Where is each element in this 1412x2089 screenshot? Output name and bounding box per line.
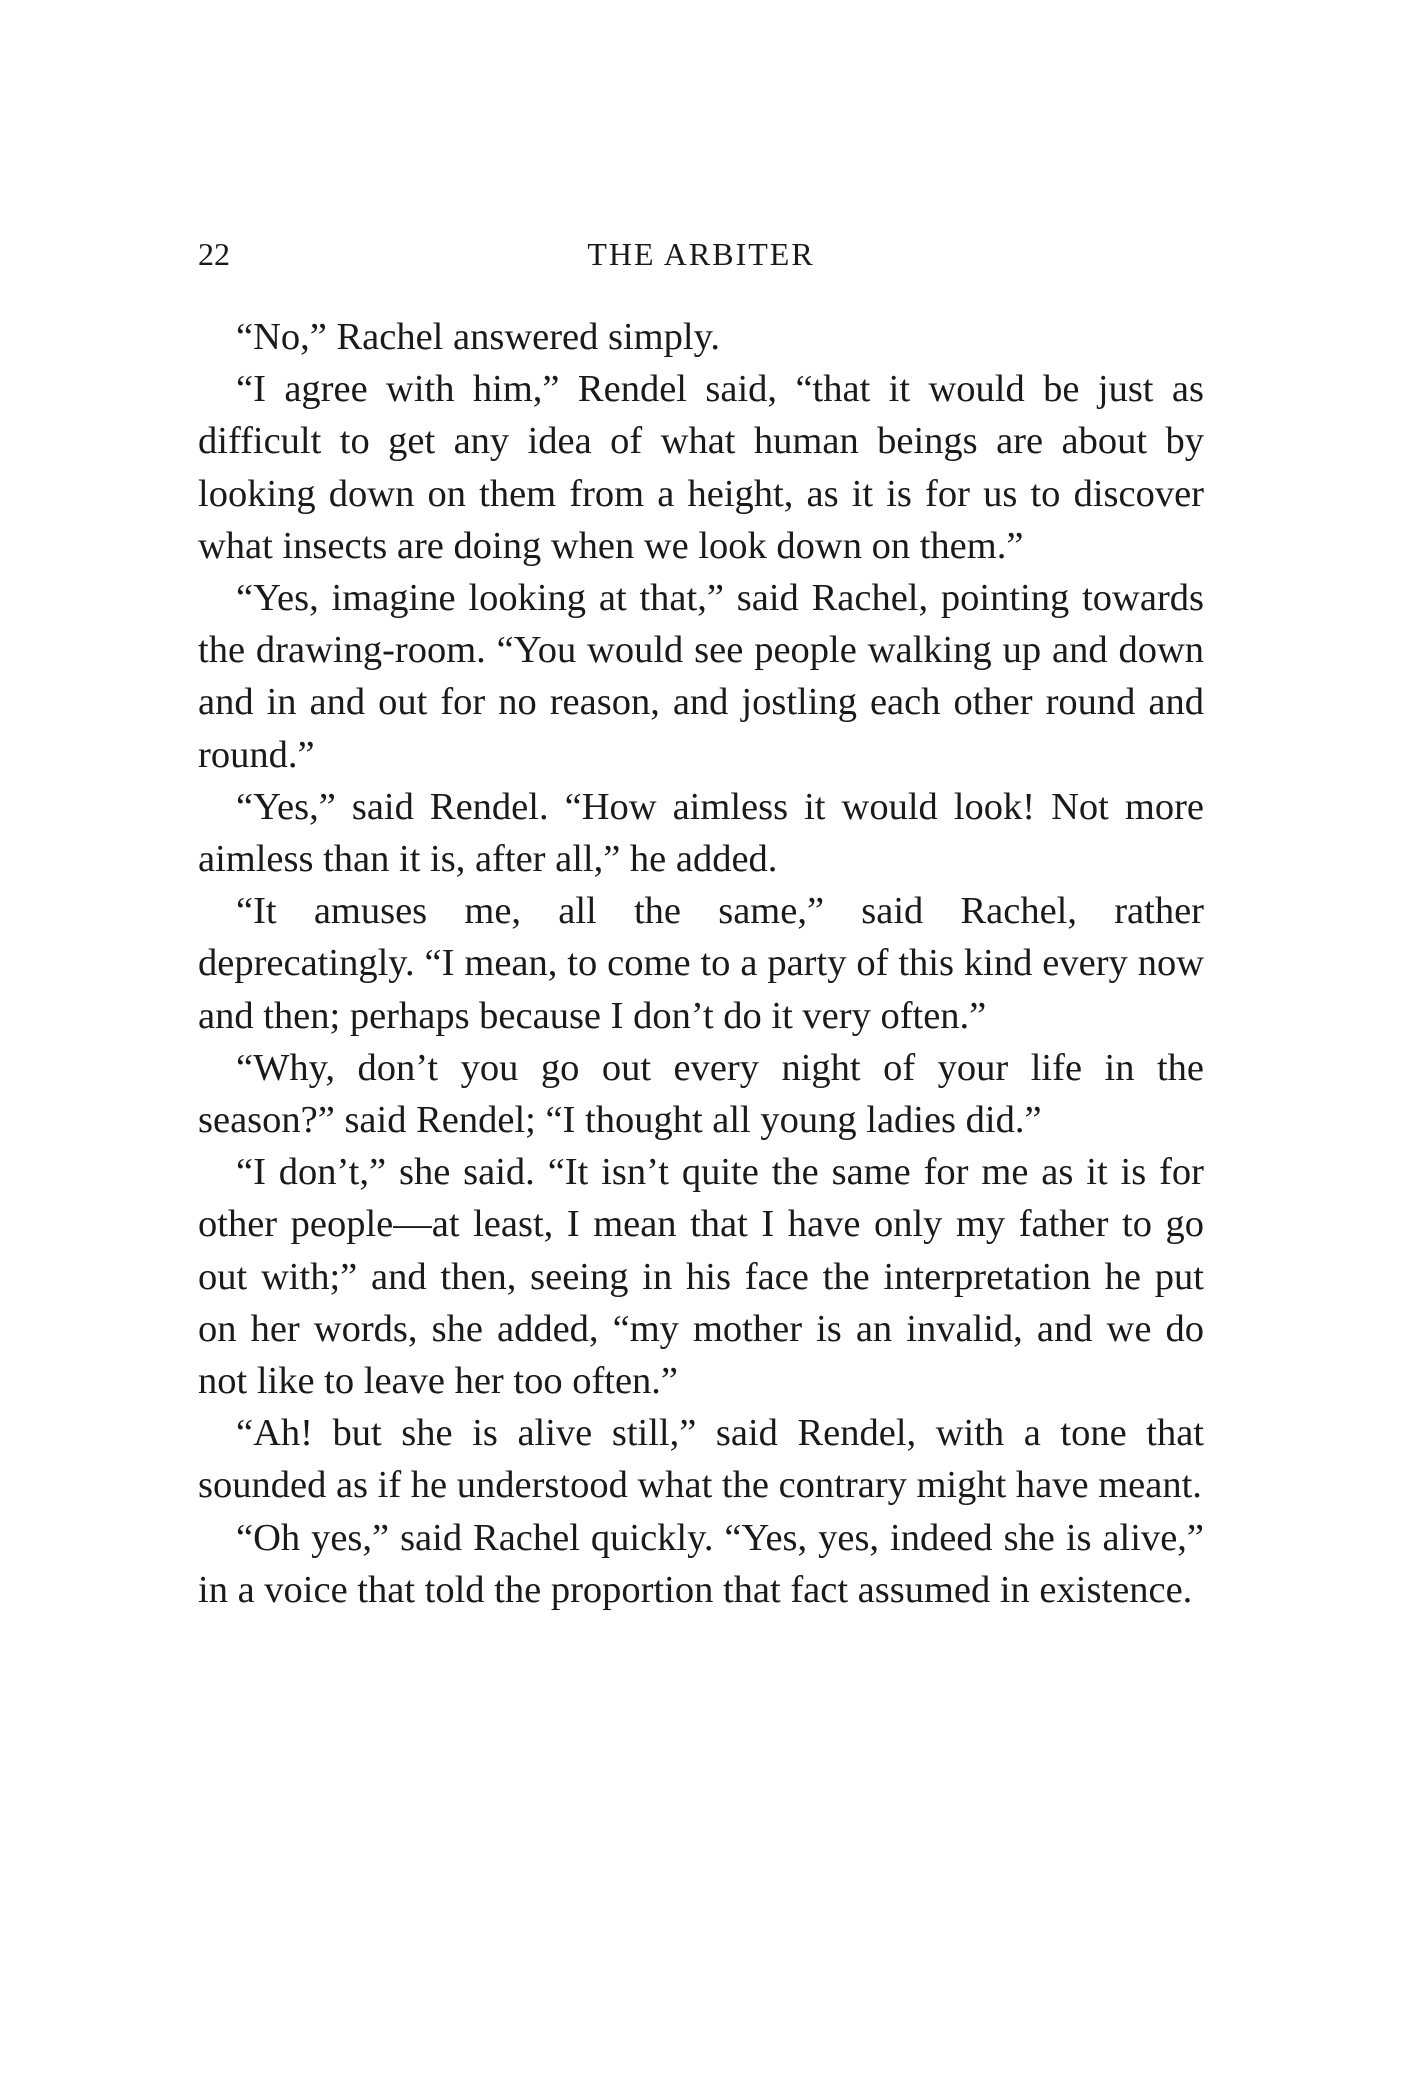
paragraph: “Ah! but she is alive still,” said Rendel, with a tone that sounded as if he understood what the contrary might have meant. <box>198 1412 1204 1507</box>
page-number: 22 <box>198 236 230 272</box>
running-title: THE ARBITER <box>587 236 815 272</box>
paragraph: “Oh yes,” said Rachel quickly. “Yes, yes, indeed she is alive,” in a voice that told the proportion that fact assumed in existence. <box>198 1516 1204 1611</box>
paragraph: “Why, don’t you go out every night of your life in the season?” said Rendel; “I thought all young ladies did.” <box>198 1046 1204 1142</box>
paragraph: “It amuses me, all the same,” said Rachel, rather deprecatingly. “I mean, to come to a party of this kind every now and then; perhaps because I don’t do it very often.” <box>198 890 1204 1037</box>
paragraph: “Yes,” said Rendel. “How aimless it would look! Not more aimless than it is, after all,” he added. <box>198 785 1204 881</box>
page-header <box>198 232 1204 276</box>
body-text <box>198 311 1204 1616</box>
paragraph: “I agree with him,” Rendel said, “that it would be just as difficult to get any idea of what human beings are about by looking down on them from a height, as it is for us to discover what insects are doing when we look down on them.” <box>198 368 1204 567</box>
paragraph: “No,” Rachel answered simply. <box>236 316 720 358</box>
paragraph: “Yes, imagine looking at that,” said Rachel, pointing towards the drawing-room. “You would see people walking up and down and in and out for no reason, and jostling each other round and round.” <box>198 577 1204 776</box>
paragraph: “I don’t,” she said. “It isn’t quite the same for me as it is for other people—at least, I mean that I have only my father to go out with;” and then, seeing in his face the interpretation he put on her words, she added, “my mother is an invalid, and we do not like to leave her too often.” <box>198 1151 1204 1403</box>
